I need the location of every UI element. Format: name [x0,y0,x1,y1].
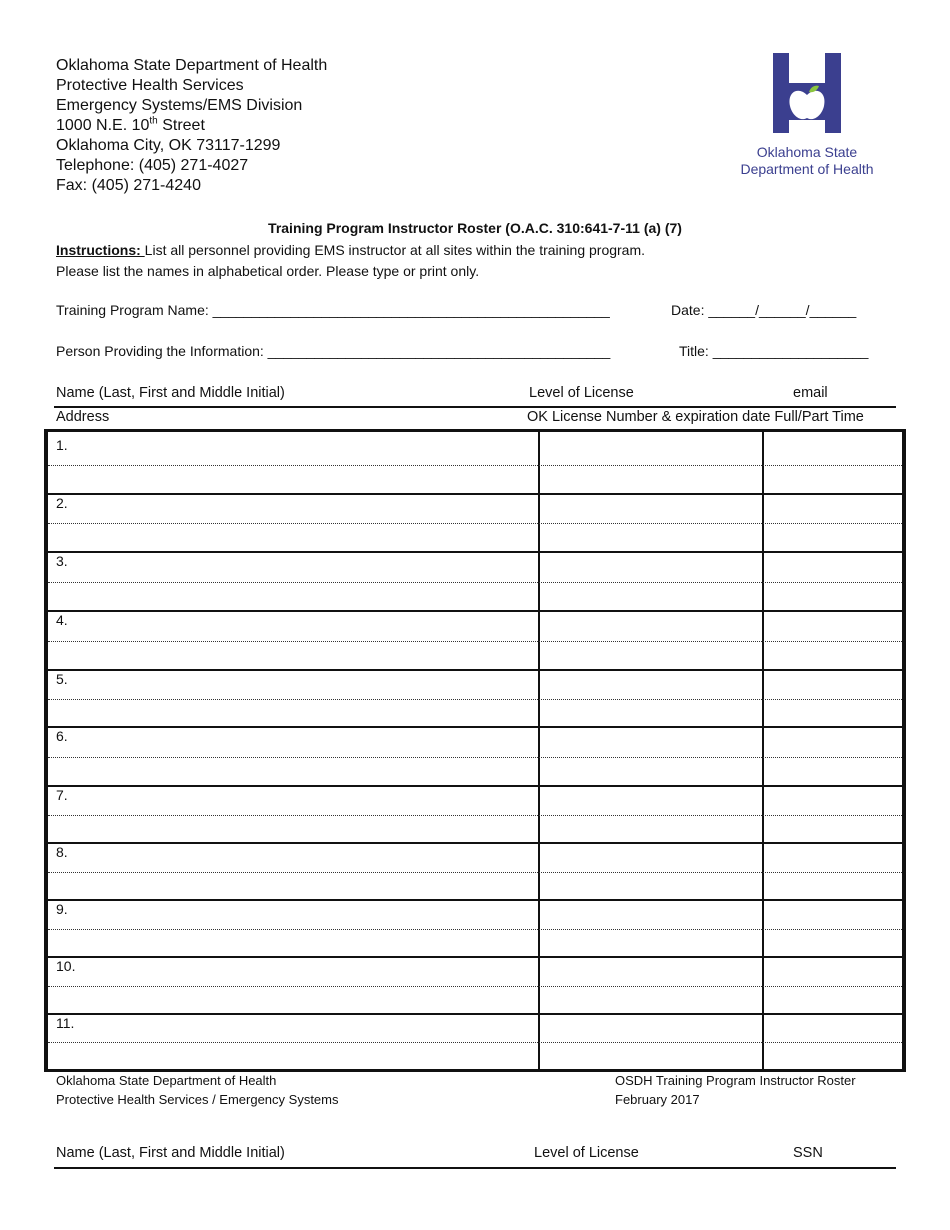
address-line: Protective Health Services [56,77,244,94]
fax: Fax: (405) 271-4240 [56,177,201,194]
row-number: 7. [56,787,68,803]
row-number: 5. [56,671,68,687]
next-page-divider [54,1167,896,1169]
roster-row[interactable] [48,669,902,726]
street-address: 1000 N.E. 10th Street [56,115,205,134]
header-divider [54,406,896,408]
roster-row[interactable] [48,610,902,669]
footer-left: Oklahoma State Department of Health Protective Health Services / Emergency Systems [56,1073,339,1107]
roster-row[interactable] [48,956,902,1013]
row-number: 8. [56,844,68,860]
row-dotted-divider [48,757,902,758]
row-divider [48,669,902,671]
row-dotted-divider [48,523,902,524]
logo-text: Oklahoma State Department of Health [740,144,874,177]
row-number: 4. [56,612,68,628]
address-line: Oklahoma State Department of Health [56,57,328,74]
instructions: Instructions: List all personnel providing EMS instructor at all sites within the training program. Please list the names in alphabetical order. Please type or print only. [56,242,646,279]
row-divider [48,956,902,958]
column-header-address: Address [56,409,110,425]
row-number: 9. [56,901,68,917]
roster-row[interactable] [48,842,902,899]
address-line: Emergency Systems/EMS Division [56,97,303,114]
person-providing-field[interactable]: Person Providing the Information: ____________________________________________ [56,343,611,359]
row-divider [48,726,902,728]
row-dotted-divider [48,986,902,987]
row-number: 3. [56,553,68,569]
row-number: 1. [56,437,68,453]
roster-row[interactable] [48,785,902,842]
row-divider [48,842,902,844]
column-header-license-number: OK License Number & expiration date Full/Part Time [527,409,864,425]
column-header-email: email [793,385,828,401]
column-header-license-level: Level of License [529,385,634,401]
row-divider [48,610,902,612]
row-dotted-divider [48,699,902,700]
osdh-logo-icon [732,52,882,142]
row-divider [48,1013,902,1015]
roster-row[interactable] [48,551,902,610]
next-page-header-license-level: Level of License [534,1145,639,1161]
row-number: 2. [56,495,68,511]
row-dotted-divider [48,641,902,642]
row-dotted-divider [48,872,902,873]
row-divider [48,899,902,901]
telephone: Telephone: (405) 271-4027 [56,157,249,174]
row-divider [48,551,902,553]
row-dotted-divider [48,465,902,466]
footer-right: OSDH Training Program Instructor Roster February 2017 [615,1073,856,1107]
row-dotted-divider [48,929,902,930]
training-program-name-field[interactable]: Training Program Name: ___________________________________________________ [56,302,610,318]
roster-row[interactable] [48,726,902,785]
row-number: 6. [56,728,68,744]
row-dotted-divider [48,1042,902,1043]
instructions-label: Instructions: [56,242,145,258]
row-number: 11. [56,1015,75,1031]
row-dotted-divider [48,582,902,583]
row-dotted-divider [48,815,902,816]
next-page-header-ssn: SSN [793,1145,823,1161]
city-line: Oklahoma City, OK 73117-1299 [56,137,281,154]
column-header-name: Name (Last, First and Middle Initial) [56,385,285,401]
next-page-header-name: Name (Last, First and Middle Initial) [56,1145,285,1161]
row-divider [48,785,902,787]
roster-table [44,429,906,1072]
roster-row[interactable] [48,1013,902,1069]
row-divider [48,493,902,495]
form-title: Training Program Instructor Roster (O.A.C. 310:641-7-11 (a) (7) [268,220,682,236]
osdh-logo [732,52,882,177]
title-field[interactable]: Title: ____________________ [679,343,869,359]
roster-row[interactable] [48,493,902,551]
roster-row[interactable] [48,435,902,493]
row-number: 10. [56,958,76,974]
agency-address-block [56,56,327,196]
date-field[interactable]: Date: ______/______/______ [671,302,857,318]
roster-row[interactable] [48,899,902,956]
